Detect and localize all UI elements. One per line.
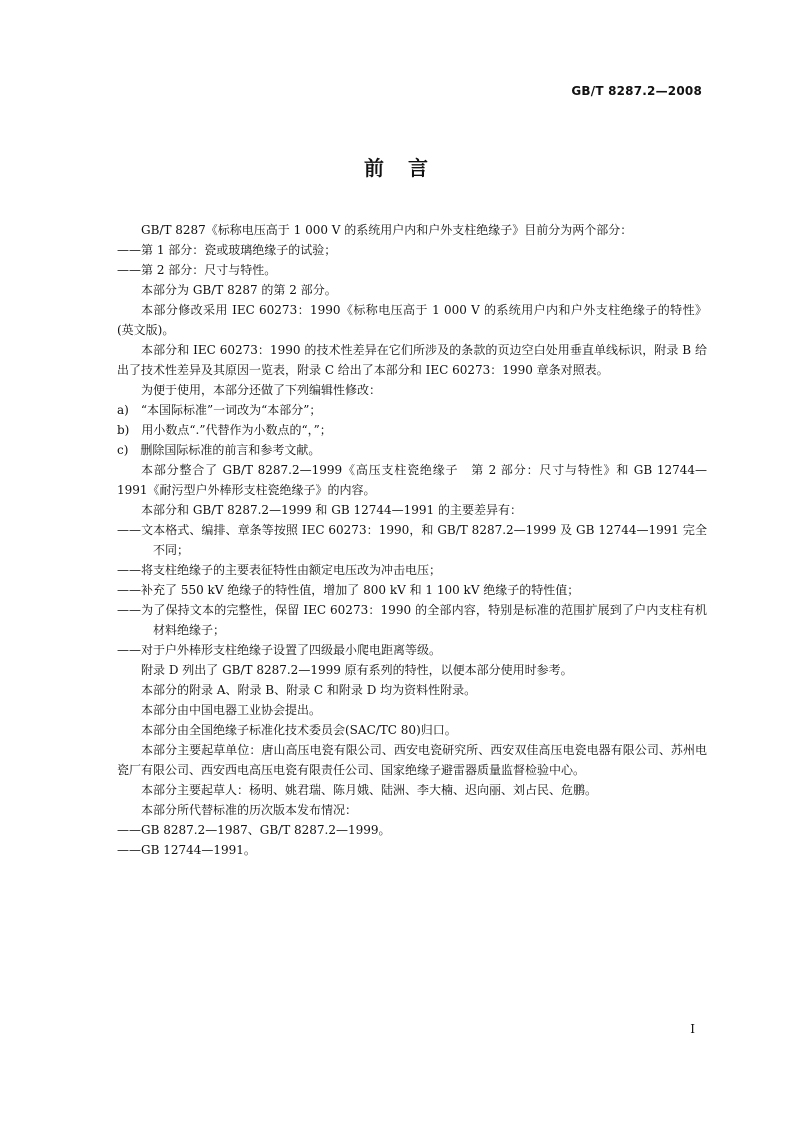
dash-list-item: ——第 2 部分：尺寸与特性。 — [117, 263, 277, 277]
paragraph: 本部分和 GB/T 8287.2—1999 和 GB 12744—1991 的主要差异有： — [141, 503, 522, 517]
lettered-list-item: b) 用小数点“.”代替作为小数点的“，”； — [117, 423, 332, 437]
paragraph: 本部分主要起草单位：唐山高压电瓷有限公司、西安电瓷研究所、西安双佳高压电瓷电器有限公司、苏州电瓷厂有限公司、西安西电高压电瓷有限责任公司、国家绝缘子避雷器质量监督检验中心。 — [117, 743, 707, 777]
dash-list-item: ——补充了 550 kV 绝缘子的特性值，增加了 800 kV 和 1 100 kV 绝缘子的特性值； — [117, 583, 580, 597]
dash-list-item: ——对于户外棒形支柱绝缘子设置了四级最小爬电距离等级。 — [117, 643, 442, 657]
page-number: I — [690, 1022, 695, 1036]
paragraph: 本部分整合了 GB/T 8287.2—1999《高压支柱瓷绝缘子 第 2 部分：尺寸与特性》和 GB 12744—1991《耐污型户外棒形支柱瓷绝缘子》的内容。 — [117, 463, 707, 497]
dash-list-item: ——GB 12744—1991。 — [117, 843, 256, 857]
dash-list-item: ——第 1 部分：瓷或玻璃绝缘子的试验； — [117, 243, 337, 257]
paragraph: 本部分修改采用 IEC 60273：1990《标称电压高于 1 000 V 的系统用户内和户外支柱绝缘子的特性》(英文版)。 — [117, 303, 707, 337]
lettered-list-item: c) 删除国际标准的前言和参考文献。 — [117, 443, 321, 457]
standard-number: GB/T 8287.2—2008 — [571, 84, 702, 98]
paragraph: 本部分所代替标准的历次版本发布情况： — [141, 803, 358, 817]
paragraph: 为便于使用，本部分还做了下列编辑性修改： — [141, 383, 382, 397]
dash-list-item: ——将支柱绝缘子的主要表征特性由额定电压改为冲击电压； — [117, 563, 442, 577]
paragraph: 本部分为 GB/T 8287 的第 2 部分。 — [141, 283, 337, 297]
paragraph: GB/T 8287《标称电压高于 1 000 V 的系统用户内和户外支柱绝缘子》目前分为两个部分： — [141, 223, 633, 237]
paragraph: 附录 D 列出了 GB/T 8287.2—1999 原有系列的特性，以便本部分使用时参考。 — [141, 663, 573, 677]
page-title: 前 言 — [364, 156, 430, 180]
paragraph: 本部分主要起草人：杨明、姚君瑞、陈月娥、陆洲、李大楠、迟向丽、刘占民、危鹏。 — [141, 783, 598, 797]
dash-list-item: ——文本格式、编排、章条等按照 IEC 60273：1990，和 GB/T 8287.2—1999 及 GB 12744—1991 完全不同； — [117, 523, 707, 557]
foreword-body — [117, 220, 707, 860]
paragraph: 本部分和 IEC 60273：1990 的技术性差异在它们所涉及的条款的页边空白处用垂直单线标识，附录 B 给出了技术性差异及其原因一览表，附录 C 给出了本部分和 IEC 60273：1990 章条对照表。 — [117, 343, 707, 377]
lettered-list-item: a) “本国际标准”一词改为“本部分”； — [117, 403, 322, 417]
dash-list-item: ——为了保持文本的完整性，保留 IEC 60273：1990 的全部内容，特别是标准的范围扩展到了户内支柱有机材料绝缘子； — [117, 603, 707, 637]
paragraph: 本部分由中国电器工业协会提出。 — [141, 703, 322, 717]
paragraph: 本部分由全国绝缘子标准化技术委员会(SAC/TC 80)归口。 — [141, 723, 457, 737]
dash-list-item: ——GB 8287.2—1987、GB/T 8287.2—1999。 — [117, 823, 391, 837]
paragraph: 本部分的附录 A、附录 B、附录 C 和附录 D 均为资料性附录。 — [141, 683, 477, 697]
